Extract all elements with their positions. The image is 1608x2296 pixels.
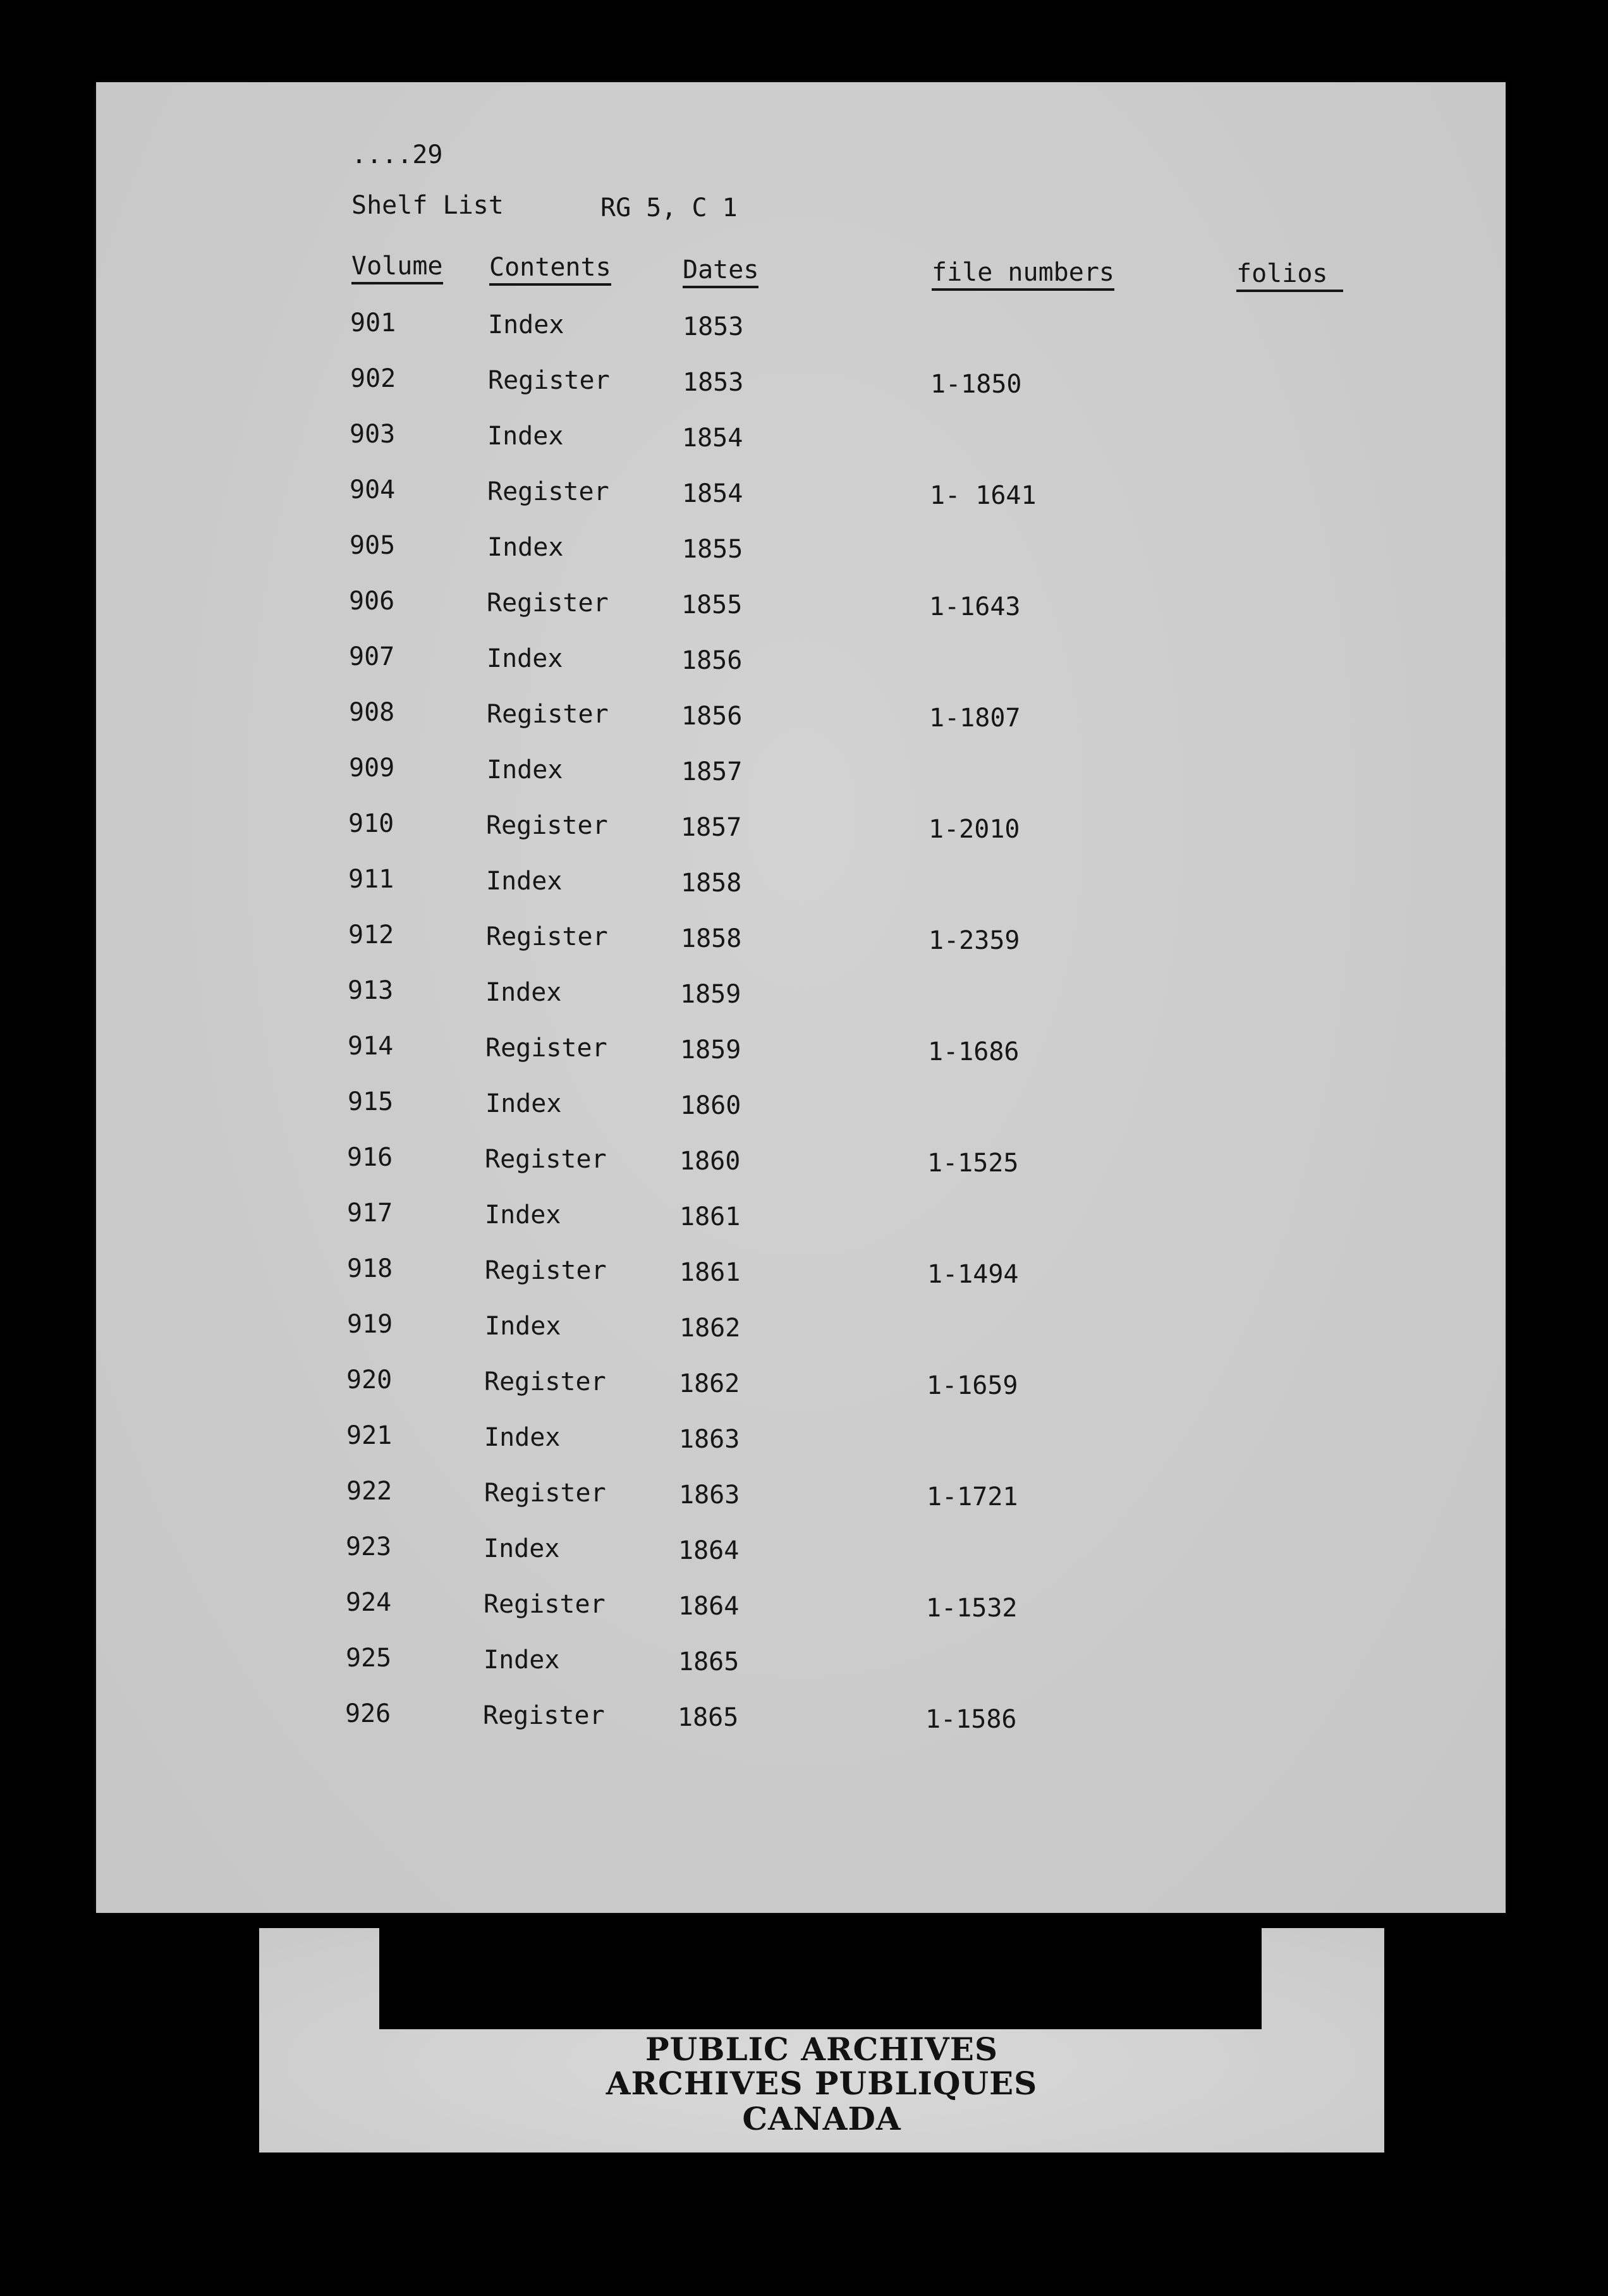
cell-contents: Index (484, 1423, 561, 1452)
cell-dates: 1860 (680, 1091, 741, 1120)
cell-contents: Register (485, 1256, 607, 1285)
cell-contents: Index (484, 1646, 560, 1675)
cell-volume: 913 (348, 976, 394, 1005)
cell-dates: 1856 (681, 646, 743, 675)
cell-dates: 1853 (683, 368, 744, 397)
cell-dates: 1864 (678, 1536, 740, 1565)
cell-volume: 905 (350, 531, 396, 560)
cell-dates: 1861 (679, 1258, 741, 1287)
cell-volume: 912 (348, 920, 394, 950)
cell-contents: Register (486, 811, 608, 840)
cell-dates: 1858 (681, 924, 742, 953)
cell-contents: Register (483, 1701, 605, 1730)
cell-contents: Index (485, 1200, 561, 1230)
cell-dates: 1855 (682, 535, 743, 564)
column-header-dates: Dates (683, 255, 758, 288)
cell-volume: 907 (349, 642, 395, 671)
cell-volume: 914 (348, 1032, 394, 1061)
cell-file-numbers: 1-1494 (927, 1260, 1019, 1289)
cell-dates: 1863 (679, 1425, 740, 1454)
cell-dates: 1862 (679, 1314, 741, 1343)
cell-dates: 1853 (683, 312, 744, 341)
cell-file-numbers: 1-1807 (929, 704, 1021, 733)
cell-volume: 918 (347, 1254, 393, 1283)
cell-dates: 1865 (678, 1703, 739, 1732)
cell-contents: Register (485, 1145, 607, 1174)
cell-dates: 1854 (682, 479, 743, 508)
cell-dates: 1864 (678, 1592, 740, 1621)
cell-contents: Register (485, 1034, 607, 1063)
cell-volume: 903 (350, 420, 396, 449)
column-header-contents: Contents (489, 253, 611, 286)
cell-volume: 921 (346, 1421, 393, 1450)
cell-dates: 1856 (681, 702, 743, 731)
page-reference: ....29 (351, 140, 443, 169)
cell-file-numbers: 1-2359 (929, 926, 1020, 955)
column-header-volume: Volume (351, 252, 443, 284)
cell-volume: 923 (346, 1532, 392, 1561)
cell-contents: Register (484, 1479, 606, 1508)
cell-dates: 1859 (680, 1035, 741, 1065)
column-header-file-numbers: file numbers (932, 258, 1114, 291)
cell-contents: Register (484, 1590, 606, 1619)
cell-file-numbers: 1-2010 (929, 815, 1020, 844)
cell-dates: 1860 (679, 1147, 741, 1176)
cell-volume: 901 (350, 308, 396, 338)
cell-dates: 1855 (681, 590, 743, 620)
cell-dates: 1865 (678, 1647, 740, 1676)
cell-contents: Register (487, 589, 609, 618)
column-header-folios: folios (1236, 259, 1343, 292)
cell-volume: 904 (350, 475, 396, 504)
cell-file-numbers: 1-1850 (930, 370, 1022, 399)
cell-dates: 1857 (681, 757, 743, 786)
cell-contents: Register (484, 1367, 606, 1396)
cell-file-numbers: 1-1525 (927, 1149, 1019, 1178)
cell-volume: 906 (349, 587, 395, 616)
cell-contents: Register (487, 477, 609, 506)
cell-contents: Index (488, 310, 564, 339)
cell-dates: 1859 (680, 980, 741, 1009)
cell-file-numbers: 1-1686 (928, 1037, 1020, 1066)
cell-contents: Index (487, 533, 564, 562)
cell-volume: 902 (350, 364, 396, 393)
cell-dates: 1862 (679, 1369, 740, 1398)
cell-volume: 910 (348, 809, 394, 838)
cell-volume: 911 (348, 865, 394, 894)
cell-contents: Index (485, 1312, 561, 1341)
record-group-reference: RG 5, C 1 (600, 193, 738, 223)
cell-contents: Index (484, 1534, 560, 1563)
cell-file-numbers: 1-1586 (925, 1705, 1017, 1734)
stamp-line-public-archives: PUBLIC ARCHIVES (645, 2030, 998, 2068)
cell-volume: 909 (349, 754, 395, 783)
cell-dates: 1858 (681, 869, 742, 898)
cell-contents: Index (487, 755, 563, 785)
cell-dates: 1863 (679, 1481, 740, 1510)
cell-contents: Index (487, 422, 564, 451)
cell-volume: 919 (347, 1310, 393, 1339)
cell-contents: Register (487, 700, 609, 729)
cell-dates: 1854 (682, 424, 743, 453)
cell-contents: Index (487, 644, 563, 673)
cell-volume: 908 (349, 698, 395, 727)
cell-contents: Index (485, 1089, 562, 1118)
cell-volume: 925 (346, 1644, 392, 1673)
cell-volume: 917 (347, 1199, 393, 1228)
cell-file-numbers: 1- 1641 (930, 481, 1037, 510)
cell-contents: Index (485, 978, 562, 1007)
cell-contents: Register (486, 922, 608, 951)
cell-volume: 920 (346, 1365, 393, 1395)
cell-file-numbers: 1-1659 (927, 1371, 1018, 1400)
cell-file-numbers: 1-1532 (926, 1594, 1018, 1623)
stamp-slot (379, 1928, 1262, 2029)
cell-file-numbers: 1-1721 (927, 1482, 1018, 1511)
cell-file-numbers: 1-1643 (929, 592, 1021, 621)
cell-volume: 915 (348, 1087, 394, 1116)
cell-contents: Register (488, 366, 610, 395)
cell-volume: 924 (346, 1588, 392, 1617)
cell-volume: 926 (345, 1699, 391, 1728)
stamp-line-canada: CANADA (742, 2100, 901, 2137)
stamp-line-archives-publiques: ARCHIVES PUBLIQUES (606, 2065, 1038, 2102)
cell-volume: 922 (346, 1477, 393, 1506)
cell-contents: Index (486, 867, 563, 896)
shelf-list-title: Shelf List (351, 191, 504, 220)
cell-volume: 916 (347, 1143, 393, 1172)
cell-dates: 1861 (679, 1202, 741, 1231)
cell-dates: 1857 (681, 813, 742, 842)
document-page (96, 82, 1506, 1913)
